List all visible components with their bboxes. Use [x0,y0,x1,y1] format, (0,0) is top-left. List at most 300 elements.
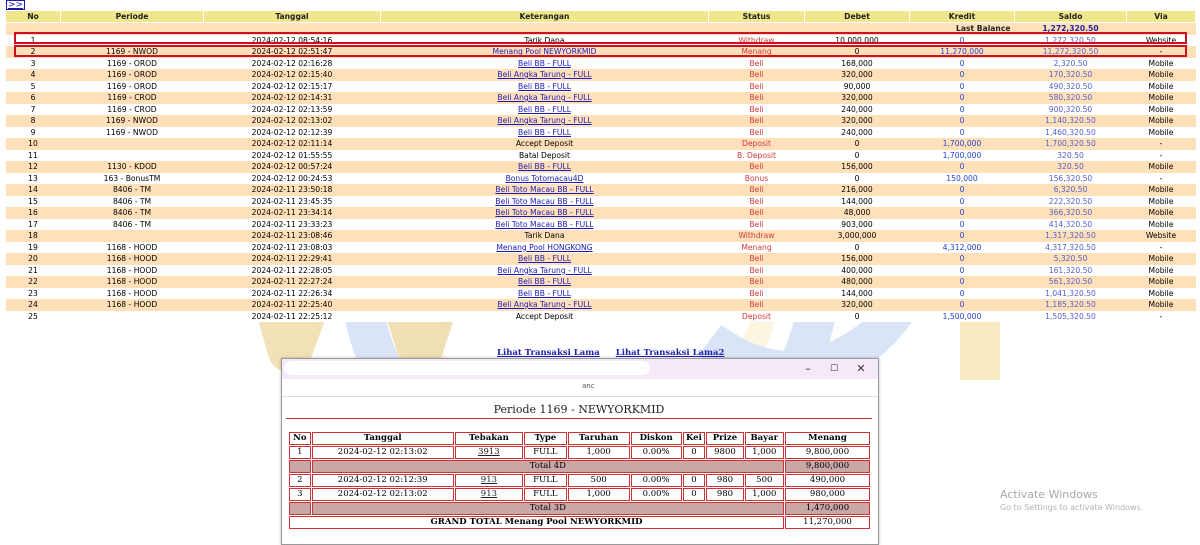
row-via: Mobile [1127,207,1196,219]
row-keterangan[interactable]: Beli Angka Tarung - FULL [381,265,709,277]
transaction-table [5,10,1196,322]
row-saldo: 5,320.50 [1015,253,1127,265]
row-via: Mobile [1127,104,1196,116]
row-debet: 0 [805,46,910,58]
row-kredit: 0 [910,196,1015,208]
row-periode: 1168 - HOOD [61,265,204,277]
table-row [6,276,1196,288]
table-row [6,150,1196,162]
row-status: Withdraw [709,230,805,242]
row-keterangan[interactable]: Beli BB - FULL [381,81,709,93]
row-no: 8 [6,115,61,127]
row-status: Beli [709,104,805,116]
row-keterangan[interactable]: Beli Angka Tarung - FULL [381,69,709,81]
old-transactions-link[interactable]: Lihat Transaksi Lama [497,348,600,358]
row-debet: 48,000 [805,207,910,219]
table-row [6,81,1196,93]
bet-tebakan[interactable]: 3913 [455,446,523,459]
row-periode: 1168 - HOOD [61,242,204,254]
row-no: 11 [6,150,61,162]
last-balance-row [6,23,1196,35]
row-kredit: 0 [910,35,1015,47]
row-kredit: 0 [910,207,1015,219]
popup-title-divider [286,418,872,419]
row-keterangan[interactable]: Beli Toto Macau BB - FULL [381,196,709,208]
row-kredit: 0 [910,288,1015,300]
row-saldo: 1,700,320.50 [1015,138,1127,150]
row-debet: 156,000 [805,161,910,173]
row-no: 6 [6,92,61,104]
row-periode: 1169 - CROD [61,104,204,116]
row-keterangan[interactable]: Beli Angka Tarung - FULL [381,92,709,104]
last-balance-value[interactable]: 1,272,320.50 [1015,23,1127,35]
row-tanggal: 2024-02-11 23:34:14 [204,207,381,219]
row-kredit: 1,700,000 [910,138,1015,150]
row-debet: 240,000 [805,104,910,116]
row-kredit: 0 [910,184,1015,196]
row-keterangan[interactable]: Beli Angka Tarung - FULL [381,299,709,311]
bet-col-no: No [289,432,311,445]
bet-menang: 9,800,000 [785,446,870,459]
row-saldo: 4,317,320.50 [1015,242,1127,254]
next-page-link[interactable]: >> [8,0,24,10]
row-keterangan[interactable]: Beli Toto Macau BB - FULL [381,184,709,196]
footer-links [497,348,737,358]
table-row [6,219,1196,231]
row-keterangan: Accept Deposit [381,138,709,150]
bet-detail-table [288,431,871,530]
row-via: Mobile [1127,196,1196,208]
row-status: Beli [709,288,805,300]
row-no: 24 [6,299,61,311]
col-header-keterangan: Keterangan [381,11,709,23]
row-periode: 1169 - OROD [61,81,204,93]
row-status: Beli [709,253,805,265]
row-tanggal: 2024-02-12 00:24:53 [204,173,381,185]
row-kredit: 150,000 [910,173,1015,185]
detail-popup-window [281,358,879,545]
bet-kei: 0 [683,474,706,487]
bet-diskon: 0.00% [631,474,682,487]
row-keterangan: Batal Deposit [381,150,709,162]
row-kredit: 0 [910,58,1015,70]
row-saldo: 156,320.50 [1015,173,1127,185]
bet-col-prize: Prize [706,432,743,445]
bet-tanggal: 2024-02-12 02:12:39 [312,474,454,487]
row-tanggal: 2024-02-12 02:15:40 [204,69,381,81]
row-saldo: 414,320.50 [1015,219,1127,231]
bet-col-menang: Menang [785,432,870,445]
row-saldo: 580,320.50 [1015,92,1127,104]
row-saldo: 1,460,320.50 [1015,127,1127,139]
row-debet: 0 [805,150,910,162]
bet-no: 1 [289,446,311,459]
row-debet: 320,000 [805,92,910,104]
row-periode: 1169 - CROD [61,92,204,104]
bet-bayar: 1,000 [745,446,784,459]
row-keterangan[interactable]: Beli BB - FULL [381,127,709,139]
bet-menang: 980,000 [785,488,870,501]
row-kredit: 0 [910,161,1015,173]
row-keterangan[interactable]: Beli BB - FULL [381,253,709,265]
row-no: 3 [6,58,61,70]
row-status: Beli [709,127,805,139]
row-saldo: 2,320.50 [1015,58,1127,70]
row-saldo: 222,320.50 [1015,196,1127,208]
row-status: Beli [709,265,805,277]
row-periode: 1169 - OROD [61,58,204,70]
activate-windows-title: Activate Windows [1000,488,1098,501]
row-keterangan: Accept Deposit [381,311,709,323]
row-via: - [1127,311,1196,323]
row-kredit: 0 [910,127,1015,139]
row-keterangan[interactable]: Menang Pool NEWYORKMID [381,46,709,58]
row-periode [61,230,204,242]
row-no: 14 [6,184,61,196]
row-via: Mobile [1127,265,1196,277]
bet-col-bayar: Bayar [745,432,784,445]
row-status: B. Deposit [709,150,805,162]
bet-no: 3 [289,488,311,501]
row-via: Mobile [1127,161,1196,173]
row-kredit: 0 [910,265,1015,277]
row-keterangan[interactable]: Beli BB - FULL [381,161,709,173]
row-via: Website [1127,35,1196,47]
popup-url-bar[interactable] [282,379,878,397]
row-kredit: 1,500,000 [910,311,1015,323]
col-header-periode: Periode [61,11,204,23]
row-saldo: 320.50 [1015,161,1127,173]
table-row [6,184,1196,196]
row-periode: 8406 - TM [61,196,204,208]
row-kredit: 11,270,000 [910,46,1015,58]
grand-total-row [289,516,870,529]
table-row [6,104,1196,116]
row-periode [61,138,204,150]
row-no: 23 [6,288,61,300]
row-tanggal: 2024-02-12 02:13:02 [204,115,381,127]
row-debet: 216,000 [805,184,910,196]
row-via: - [1127,138,1196,150]
bet-row [289,446,870,459]
table-row [6,253,1196,265]
bet-tanggal: 2024-02-12 02:13:02 [312,488,454,501]
last-balance-label: Last Balance [6,23,1015,35]
table-row [6,299,1196,311]
row-tanggal: 2024-02-12 02:11:14 [204,138,381,150]
bet-diskon: 0.00% [631,446,682,459]
row-tanggal: 2024-02-11 22:25:12 [204,311,381,323]
row-tanggal: 2024-02-12 02:51:47 [204,46,381,58]
grand-total-value: 11,270,000 [785,516,870,529]
row-keterangan[interactable]: Beli Toto Macau BB - FULL [381,207,709,219]
row-debet: 144,000 [805,288,910,300]
row-debet: 0 [805,173,910,185]
row-keterangan[interactable]: Menang Pool HONGKONG [381,242,709,254]
table-row [6,127,1196,139]
row-keterangan[interactable]: Beli BB - FULL [381,58,709,70]
row-kredit: 0 [910,115,1015,127]
row-debet: 320,000 [805,299,910,311]
row-via: Mobile [1127,184,1196,196]
row-periode: 8406 - TM [61,207,204,219]
row-tanggal: 2024-02-12 02:12:39 [204,127,381,139]
row-via: Website [1127,230,1196,242]
col-header-status: Status [709,11,805,23]
bet-kei: 0 [683,488,706,501]
row-saldo: 490,320.50 [1015,81,1127,93]
row-keterangan[interactable]: Bonus Totomacau4D [381,173,709,185]
row-kredit: 1,700,000 [910,150,1015,162]
row-debet: 168,000 [805,58,910,70]
row-saldo: 161,320.50 [1015,265,1127,277]
table-row [6,173,1196,185]
row-periode: 8406 - TM [61,184,204,196]
row-via: - [1127,242,1196,254]
bet-row [289,488,870,501]
bet-table-header-row [289,432,870,445]
row-periode: 1130 - KDOD [61,161,204,173]
row-saldo: 170,320.50 [1015,69,1127,81]
bet-type: FULL [524,488,566,501]
bet-prize: 980 [706,474,743,487]
row-tanggal: 2024-02-11 23:50:18 [204,184,381,196]
row-status: Beli [709,196,805,208]
row-debet: 903,000 [805,219,910,231]
row-no: 19 [6,242,61,254]
row-kredit: 0 [910,81,1015,93]
row-status: Menang [709,242,805,254]
table-row [6,115,1196,127]
row-no: 22 [6,276,61,288]
bet-menang: 490,000 [785,474,870,487]
minimize-button[interactable]: – [805,362,811,375]
row-tanggal: 2024-02-12 02:15:17 [204,81,381,93]
table-row [6,92,1196,104]
row-no: 4 [6,69,61,81]
row-debet: 10,000,000 [805,35,910,47]
row-tanggal: 2024-02-12 02:13:59 [204,104,381,116]
table-row [6,35,1196,47]
row-via: Mobile [1127,219,1196,231]
bet-tanggal: 2024-02-12 02:13:02 [312,446,454,459]
row-saldo: 366,320.50 [1015,207,1127,219]
row-kredit: 0 [910,104,1015,116]
row-debet: 3,000,000 [805,230,910,242]
row-debet: 144,000 [805,196,910,208]
table-row [6,265,1196,277]
row-debet: 0 [805,242,910,254]
row-debet: 0 [805,138,910,150]
total-4d-label: Total 4D [312,460,784,473]
maximize-button[interactable]: ☐ [829,364,839,374]
bet-tebakan[interactable]: 913 [455,488,523,501]
popup-tab-strip [284,361,650,375]
row-tanggal: 2024-02-11 22:29:41 [204,253,381,265]
row-tanggal: 2024-02-11 22:27:24 [204,276,381,288]
row-tanggal: 2024-02-11 23:33:23 [204,219,381,231]
row-debet: 320,000 [805,115,910,127]
row-status: Beli [709,276,805,288]
table-row [6,242,1196,254]
row-tanggal: 2024-02-12 02:16:28 [204,58,381,70]
row-periode: 163 - BonusTM [61,173,204,185]
row-no: 21 [6,265,61,277]
bet-type: FULL [524,474,566,487]
bet-col-tebakan: Tebakan [455,432,523,445]
row-keterangan: Tarik Dana [381,35,709,47]
row-via: Mobile [1127,58,1196,70]
row-no: 10 [6,138,61,150]
close-button[interactable]: ✕ [856,362,866,375]
row-kredit: 0 [910,92,1015,104]
total-3d-label: Total 3D [312,502,784,515]
row-debet: 240,000 [805,127,910,139]
bet-kei: 0 [683,446,706,459]
row-debet: 0 [805,311,910,323]
row-tanggal: 2024-02-12 02:14:31 [204,92,381,104]
row-tanggal: 2024-02-12 08:54:16 [204,35,381,47]
table-row [6,138,1196,150]
row-keterangan[interactable]: Beli BB - FULL [381,276,709,288]
row-no: 1 [6,35,61,47]
row-via: - [1127,46,1196,58]
row-saldo: 1,140,320.50 [1015,115,1127,127]
row-periode: 1169 - OROD [61,69,204,81]
grand-total-label: GRAND TOTAL Menang Pool NEWYORKMID [289,516,784,529]
row-via: Mobile [1127,276,1196,288]
bet-diskon: 0.00% [631,488,682,501]
row-tanggal: 2024-02-11 23:08:03 [204,242,381,254]
col-header-debet: Debet [805,11,910,23]
col-header-tanggal: Tanggal [204,11,381,23]
table-row [6,288,1196,300]
row-no: 15 [6,196,61,208]
bet-col-diskon: Diskon [631,432,682,445]
row-tanggal: 2024-02-11 22:25:40 [204,299,381,311]
bet-no: 2 [289,474,311,487]
bet-bayar: 1,000 [745,488,784,501]
row-status: Beli [709,161,805,173]
table-row [6,69,1196,81]
bet-tebakan[interactable]: 913 [455,474,523,487]
row-via: Mobile [1127,299,1196,311]
row-periode: 1168 - HOOD [61,299,204,311]
row-keterangan[interactable]: Beli Toto Macau BB - FULL [381,219,709,231]
row-debet: 156,000 [805,253,910,265]
row-no: 18 [6,230,61,242]
row-saldo: 561,320.50 [1015,276,1127,288]
row-via: Mobile [1127,127,1196,139]
row-saldo: 1,317,320.50 [1015,230,1127,242]
row-no: 2 [6,46,61,58]
row-status: Deposit [709,311,805,323]
row-via: Mobile [1127,69,1196,81]
popup-titlebar[interactable] [282,359,878,379]
row-tanggal: 2024-02-11 23:08:46 [204,230,381,242]
total-3d-row [289,502,870,515]
bet-taruhan: 500 [568,474,630,487]
row-no: 25 [6,311,61,323]
row-debet: 90,000 [805,81,910,93]
row-no: 5 [6,81,61,93]
row-kredit: 0 [910,253,1015,265]
col-header-no: No [6,11,61,23]
row-kredit: 0 [910,276,1015,288]
col-header-kredit: Kredit [910,11,1015,23]
row-periode [61,311,204,323]
row-periode [61,150,204,162]
row-keterangan[interactable]: Beli BB - FULL [381,288,709,300]
row-kredit: 0 [910,219,1015,231]
total-3d-value: 1,470,000 [785,502,870,515]
row-periode: 1168 - HOOD [61,276,204,288]
row-via: Mobile [1127,253,1196,265]
row-no: 7 [6,104,61,116]
row-debet: 480,000 [805,276,910,288]
row-status: Beli [709,219,805,231]
bet-row [289,474,870,487]
total-4d-value: 9,800,000 [785,460,870,473]
row-saldo: 1,505,320.50 [1015,311,1127,323]
row-status: Menang [709,46,805,58]
row-status: Beli [709,58,805,70]
popup-period-title: Periode 1169 - NEWYORKMID [493,403,665,416]
row-no: 17 [6,219,61,231]
row-periode: 1169 - NWOD [61,127,204,139]
row-status: Deposit [709,138,805,150]
table-row [6,207,1196,219]
table-row [6,58,1196,70]
bet-col-kei: Kei [683,432,706,445]
row-status: Beli [709,207,805,219]
row-kredit: 0 [910,230,1015,242]
row-keterangan: Tarik Dana [381,230,709,242]
row-kredit: 0 [910,69,1015,81]
row-saldo: 1,272,320.50 [1015,35,1127,47]
table-row [6,161,1196,173]
row-no: 16 [6,207,61,219]
row-tanggal: 2024-02-12 01:55:55 [204,150,381,162]
row-no: 20 [6,253,61,265]
old-transactions-2-link[interactable]: Lihat Transaksi Lama2 [615,348,725,358]
row-saldo: 6,320.50 [1015,184,1127,196]
table-row [6,46,1196,58]
row-debet: 400,000 [805,265,910,277]
row-keterangan[interactable]: Beli Angka Tarung - FULL [381,115,709,127]
row-periode: 1168 - HOOD [61,253,204,265]
row-debet: 320,000 [805,69,910,81]
row-tanggal: 2024-02-12 00:57:24 [204,161,381,173]
row-keterangan[interactable]: Beli BB - FULL [381,104,709,116]
row-status: Beli [709,92,805,104]
popup-url-text: anc [582,382,595,390]
row-saldo: 900,320.50 [1015,104,1127,116]
row-periode: 1169 - NWOD [61,115,204,127]
row-status: Beli [709,299,805,311]
table-row [6,311,1196,323]
row-via: Mobile [1127,115,1196,127]
table-row [6,230,1196,242]
row-saldo: 320.50 [1015,150,1127,162]
row-via: Mobile [1127,92,1196,104]
bet-col-taruhan: Taruhan [568,432,630,445]
row-status: Beli [709,81,805,93]
bet-taruhan: 1,000 [568,446,630,459]
row-no: 12 [6,161,61,173]
activate-windows-subtitle: Go to Settings to activate Windows. [1000,503,1144,512]
row-saldo: 11,272,320.50 [1015,46,1127,58]
